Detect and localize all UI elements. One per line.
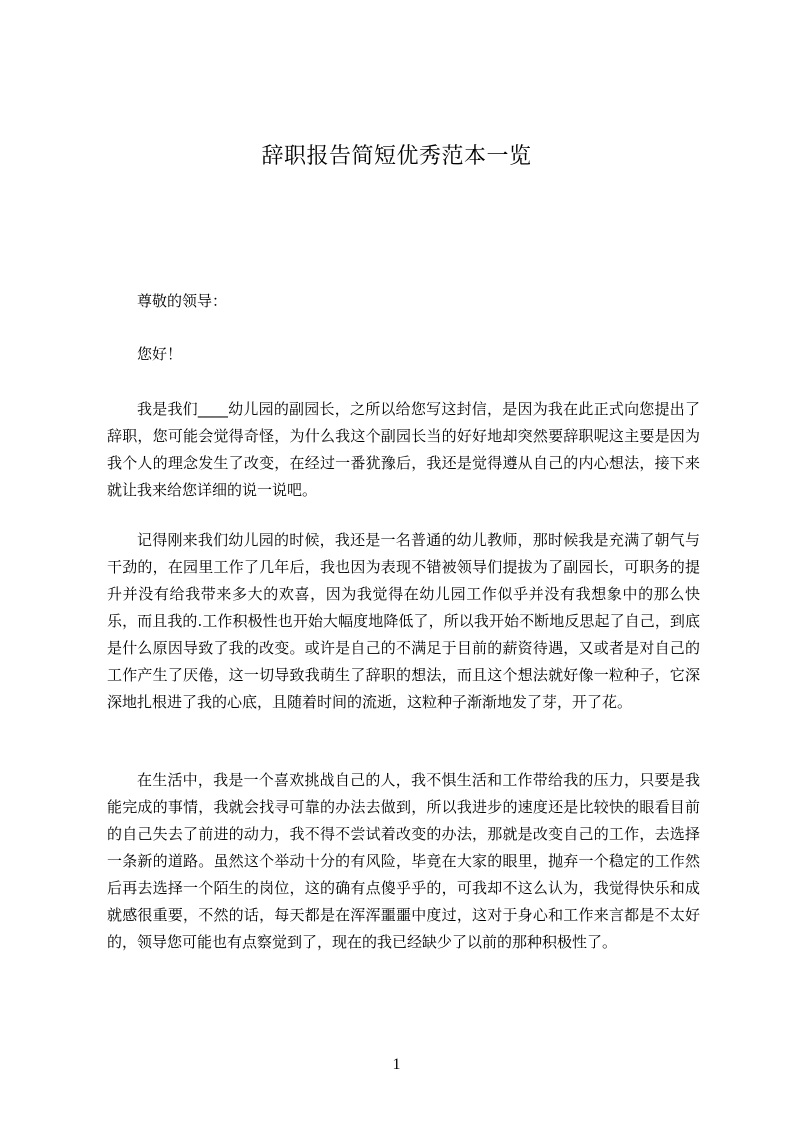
salutation-greeting: 您好！ [137, 345, 183, 363]
paragraph-1: 我是我们____幼儿园的副园长，之所以给您写这封信，是因为我在此正式向您提出了辞职，您可能会觉得奇怪，为什么我这个副园长当的好好地却突然要辞职呢这主要是因为我个人的理念发生了改变，在经过一番犹豫后，我还是觉得遵从自己的内心想法，接下来就让我来给您详细的说一说吧。 [107, 400, 700, 499]
salutation-recipient: 尊敬的领导： [137, 292, 228, 310]
paragraph-3: 在生活中，我是一个喜欢挑战自己的人，我不惧生活和工作带给我的压力，只要是我能完成的事情，我就会找寻可靠的办法去做到，所以我进步的速度还是比较快的眼看目前的自己失去了前进的动力，我不得不尝试着改变的办法，那就是改变自己的工作，去选择一条新的道路。虽然这个举动十分的有风险，毕竟在大家的眼里，抛弃一个稳定的工作然后再去选择一个陌生的岗位，这的确有点傻乎乎的，可我却不这么认为，我觉得快乐和成就感很重要，不然的话，每天都是在浑浑噩噩中度过，这对于身心和工作来言都是不太好的，领导您可能也有点察觉到了，现在的我已经缺少了以前的那种积极性了。 [107, 771, 700, 951]
page-number: 1 [392, 1056, 401, 1073]
paragraph-2: 记得刚来我们幼儿园的时候，我还是一名普通的幼儿教师，那时候我是充满了朝气与干劲的，在园里工作了几年后，我也因为表现不错被领导们提拔为了副园长，可职务的提升并没有给我带来多大的欢喜，因为我觉得在幼儿园工作似乎并没有我想象中的那么快乐，而且我的.工作积极性也开始大幅度地降低了，所以我开始不断地反思起了自己，到底是什么原因导致了我的改变。或许是自己的不满足于目前的薪资待遇，又或者是对自己的工作产生了厌倦，这一切导致我萌生了辞职的想法，而且这个想法就好像一粒种子，它深深地扎根进了我的心底，且随着时间的流逝，这粒种子渐渐地发了芽，开了花。 [107, 531, 700, 711]
document-title: 辞职报告简短优秀范本一览 [261, 144, 532, 169]
